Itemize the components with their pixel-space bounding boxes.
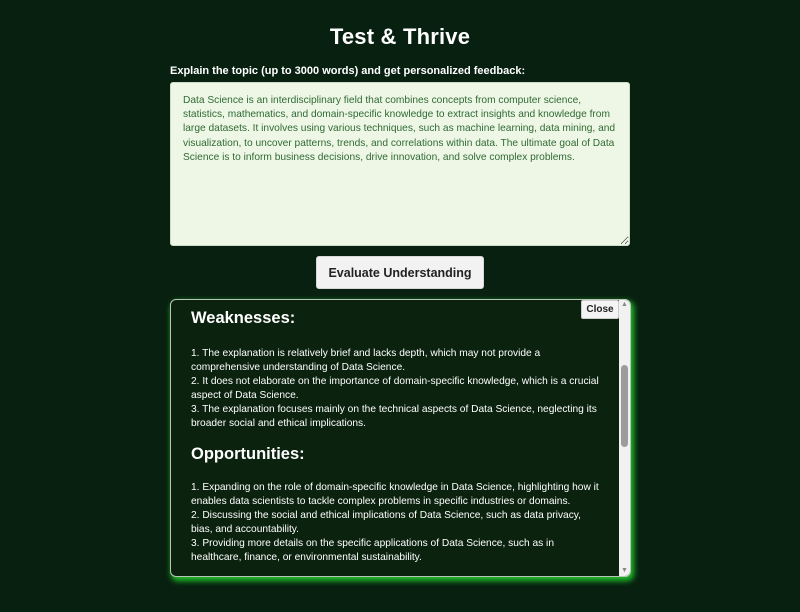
weaknesses-heading: Weaknesses: [191,309,296,327]
scrollbar-thumb[interactable] [621,365,628,447]
feedback-scrollbar[interactable] [619,300,630,576]
topic-explanation-textarea[interactable] [170,82,630,246]
feedback-content [191,300,601,577]
opportunities-list [191,481,601,565]
opportunity-item: 3. Providing more details on the specific applications of Data Science, such as in healthcare, finance, or environmental sustainability. [191,538,554,563]
weakness-item: 2. It does not elaborate on the importance of domain-specific knowledge, which is a crucial aspect of Data Science. [191,376,599,401]
opportunities-heading: Opportunities: [191,445,305,463]
weaknesses-list [191,347,601,431]
evaluate-understanding-button[interactable]: Evaluate Understanding [316,256,484,289]
page-title: Test & Thrive [329,24,471,49]
feedback-panel[interactable] [170,299,631,577]
weakness-item: 3. The explanation focuses mainly on the technical aspects of Data Science, neglecting its broader social and ethical implications. [191,404,597,429]
opportunity-item: 2. Discussing the social and ethical implications of Data Science, such as data privacy, bias, and accountability. [191,510,581,535]
scroll-down-arrow-icon[interactable]: ▼ [621,567,628,574]
topic-prompt-label: Explain the topic (up to 3000 words) and get personalized feedback: [170,65,526,77]
close-button[interactable]: Close [581,300,619,319]
scroll-up-arrow-icon[interactable]: ▲ [621,301,628,308]
opportunity-item: 1. Expanding on the role of domain-specific knowledge in Data Science, highlighting how it enables data scientists to tackle complex problems in specific industries or domains. [191,482,599,507]
weakness-item: 1. The explanation is relatively brief and lacks depth, which may not provide a comprehensive understanding of Data Science. [191,348,541,373]
